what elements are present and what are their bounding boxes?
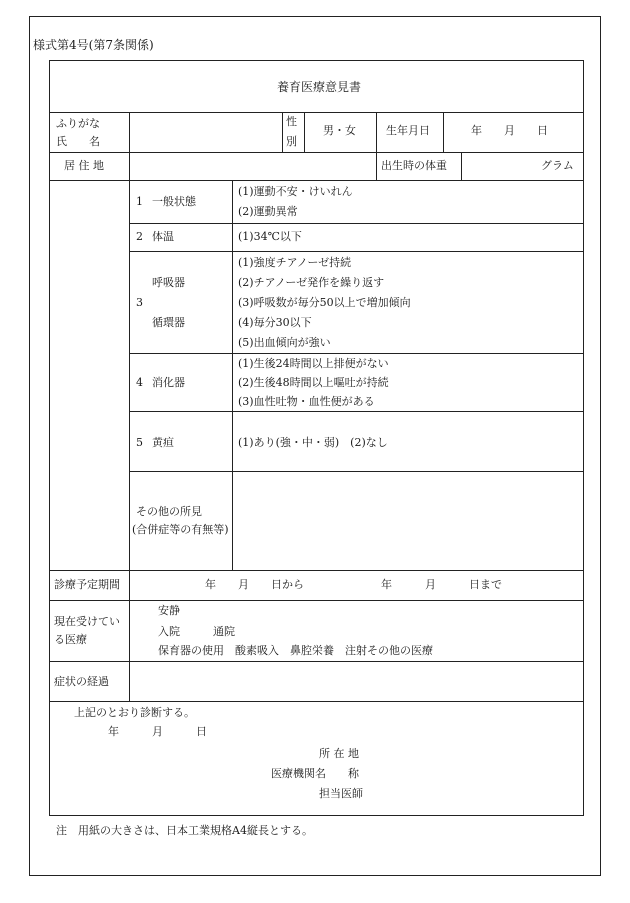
name-label: 氏 名 — [56, 135, 100, 148]
sex-label: 性 — [286, 115, 297, 128]
finding-category: 黄疸 — [152, 436, 174, 449]
finding-number: 2 — [136, 230, 143, 243]
furigana-label: ふりがな — [56, 117, 100, 130]
birth-weight-label: 出生時の体重 — [381, 159, 447, 172]
doctor-label: 担当医師 — [319, 787, 363, 800]
finding-number: 5 — [136, 436, 143, 449]
row-divider — [129, 471, 583, 472]
diagnosis-date: 年 月 日 — [108, 725, 207, 738]
finding-item: (5)出血傾向が強い — [238, 336, 331, 349]
finding-item: (4)毎分30以下 — [238, 316, 312, 329]
other-findings-label: その他の所見 — [136, 505, 202, 518]
col-divider — [282, 112, 283, 152]
diagnosis-statement: 上記のとおり診断する。 — [74, 706, 195, 719]
current-treatment-label: る医療 — [54, 633, 87, 646]
progress-label: 症状の経過 — [54, 675, 109, 688]
finding-category: 循環器 — [152, 316, 185, 329]
finding-item: (1)運動不安・けいれん — [238, 185, 353, 198]
finding-item: (1)34℃以下 — [238, 230, 302, 243]
finding-number: 3 — [136, 296, 143, 309]
address-label: 居 住 地 — [64, 159, 104, 172]
finding-item: (3)血性吐物・血性便がある — [238, 395, 375, 408]
col-divider — [461, 152, 462, 180]
current-treatment-label: 現在受けてい — [54, 615, 120, 628]
row-divider — [129, 353, 583, 354]
other-findings-label: (合併症等の有無等) — [132, 523, 229, 536]
finding-item: (1)あり(強・中・弱) (2)なし — [238, 436, 388, 449]
col-divider — [376, 112, 377, 180]
finding-number: 1 — [136, 195, 143, 208]
treatment-period-to: 年 月 日まで — [381, 578, 502, 591]
finding-category: 呼吸器 — [152, 276, 185, 289]
birth-weight-unit: グラム — [541, 159, 574, 172]
institution-label: 医療機関名 称 — [271, 767, 359, 780]
form-title: 養育医療意見書 — [277, 80, 362, 94]
finding-item: (1)生後24時間以上排便がない — [238, 357, 389, 370]
treatment-period-from: 年 月 日から — [205, 578, 304, 591]
finding-item: (3)呼吸数が毎分50以上で増加傾向 — [238, 296, 411, 309]
col-divider — [443, 112, 444, 152]
birthdate-format: 年 月 日 — [471, 124, 548, 137]
col-divider — [304, 112, 305, 152]
treatment-option: 安静 — [158, 604, 180, 617]
finding-category: 体温 — [152, 230, 174, 243]
col-divider — [232, 180, 233, 570]
form-number: 様式第4号(第7条関係) — [33, 38, 154, 52]
row-divider — [129, 251, 583, 252]
opinion-form — [49, 60, 584, 816]
treatment-period-label: 診療予定期間 — [54, 578, 120, 591]
finding-item: (2)チアノーゼ発作を繰り返す — [238, 276, 385, 289]
row-divider — [129, 223, 583, 224]
row-divider — [50, 701, 583, 702]
finding-category: 消化器 — [152, 376, 185, 389]
row-divider — [129, 411, 583, 412]
location-label: 所 在 地 — [319, 747, 359, 760]
finding-item: (2)生後48時間以上嘔吐が持続 — [238, 376, 389, 389]
finding-item: (1)強度チアノーゼ持続 — [238, 256, 352, 269]
footnote: 注 用紙の大きさは、日本工業規格A4縦長とする。 — [56, 824, 313, 837]
sex-options: 男・女 — [323, 124, 356, 137]
treatment-option: 保育器の使用 酸素吸入 鼻腔栄養 注射その他の医療 — [158, 644, 433, 657]
finding-item: (2)運動異常 — [238, 205, 298, 218]
sex-label: 別 — [286, 135, 297, 148]
birthdate-label: 生年月日 — [386, 124, 430, 137]
col-divider — [129, 112, 130, 701]
finding-number: 4 — [136, 376, 143, 389]
finding-category: 一般状態 — [152, 195, 196, 208]
treatment-option: 入院 通院 — [158, 625, 235, 638]
